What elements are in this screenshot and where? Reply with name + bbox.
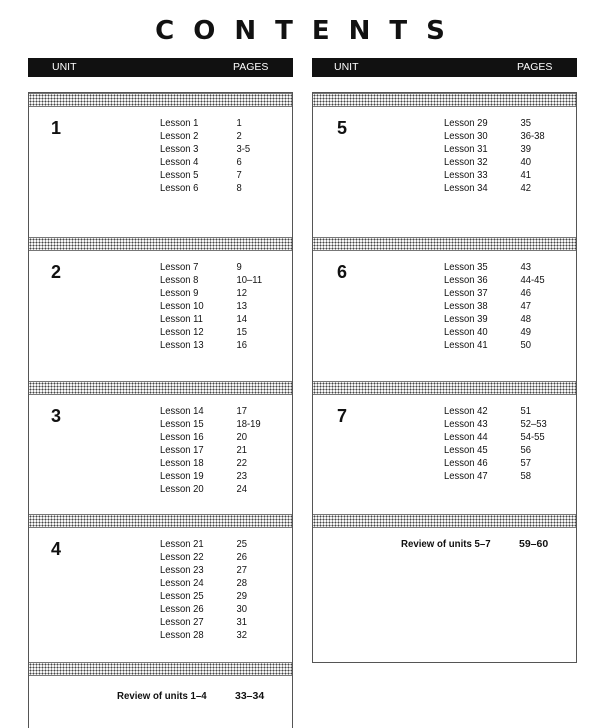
lesson-pages: 22: [236, 457, 248, 469]
lesson-row: [160, 551, 247, 564]
lesson-name: Lesson 47: [444, 470, 488, 482]
lesson-name: Lesson 6: [160, 182, 199, 194]
lesson-row: [160, 629, 247, 642]
unit-number: 4: [51, 539, 62, 559]
lesson-name: Lesson 10: [160, 300, 204, 312]
lesson-name: Lesson 19: [160, 470, 204, 482]
lesson-row: [444, 261, 545, 274]
lesson-list: [444, 405, 558, 483]
lesson-name: Lesson 30: [444, 130, 488, 142]
lesson-list: [160, 117, 260, 195]
lesson-row: [160, 313, 262, 326]
lesson-row: [444, 418, 547, 431]
lesson-pages: 1: [236, 117, 242, 129]
page-title: CONTENTS: [155, 16, 464, 46]
lesson-pages: 2: [236, 130, 242, 142]
lesson-name: Lesson 46: [444, 457, 488, 469]
lesson-name: Lesson 11: [160, 313, 203, 325]
lesson-name: Lesson 31: [444, 143, 488, 155]
divider-pattern: [313, 93, 576, 107]
lesson-row: [444, 405, 547, 418]
review-row: [313, 538, 576, 551]
lesson-pages: 23: [236, 470, 248, 482]
lesson-pages: 58: [520, 470, 532, 482]
lesson-pages: 46: [520, 287, 532, 299]
lesson-name: Lesson 17: [160, 444, 204, 456]
lesson-row: [160, 444, 261, 457]
lesson-pages: 30: [236, 603, 248, 615]
lesson-list: [160, 538, 257, 642]
lesson-pages: 15: [236, 326, 248, 338]
lesson-row: [160, 470, 261, 483]
lesson-name: Lesson 8: [160, 274, 199, 286]
lesson-pages: 14: [236, 313, 248, 325]
lesson-pages: 8: [236, 182, 242, 194]
lesson-row: [444, 182, 545, 195]
lesson-row: [444, 339, 545, 352]
unit-number: 2: [51, 262, 62, 282]
divider-pattern: [29, 93, 292, 107]
pages-header: PAGES: [233, 61, 269, 73]
lesson-name: Lesson 41: [444, 339, 488, 351]
lesson-pages: 26: [236, 551, 248, 563]
lesson-name: Lesson 5: [160, 169, 199, 181]
lesson-row: [160, 603, 247, 616]
lesson-name: Lesson 4: [160, 156, 199, 168]
lesson-row: [160, 457, 261, 470]
lesson-name: Lesson 20: [160, 483, 204, 495]
lesson-pages: 51: [520, 405, 532, 417]
review-pages: 59–60: [519, 538, 549, 550]
lesson-name: Lesson 35: [444, 261, 488, 273]
lesson-name: Lesson 33: [444, 169, 488, 181]
review-row: [29, 690, 292, 703]
lesson-pages: 49: [520, 326, 532, 338]
lesson-name: Lesson 18: [160, 457, 204, 469]
column-header: [28, 58, 293, 77]
lesson-pages: 18-19: [236, 418, 261, 430]
lesson-row: [160, 143, 250, 156]
lesson-name: Lesson 28: [160, 629, 204, 641]
lesson-row: [160, 326, 262, 339]
lesson-name: Lesson 40: [444, 326, 488, 338]
lesson-pages: 48: [520, 313, 532, 325]
lesson-pages: 10–11: [236, 274, 263, 286]
lesson-name: Lesson 37: [444, 287, 488, 299]
lesson-list: [160, 261, 273, 352]
contents-column-right: [312, 58, 577, 550]
lesson-pages: 9: [236, 261, 242, 273]
lesson-pages: 29: [236, 590, 248, 602]
lesson-pages: 17: [236, 405, 248, 417]
lesson-pages: 13: [236, 300, 248, 312]
review-label: Review of units 1–4: [117, 690, 207, 702]
lesson-row: [160, 538, 247, 551]
lesson-row: [160, 261, 262, 274]
lesson-name: Lesson 26: [160, 603, 204, 615]
divider-pattern: [313, 514, 576, 528]
lesson-row: [160, 616, 247, 629]
column-header: [312, 58, 577, 77]
contents-box: [312, 92, 577, 663]
lesson-pages: 25: [236, 538, 248, 550]
divider-pattern: [313, 237, 576, 251]
divider-pattern: [29, 381, 292, 395]
lesson-row: [160, 274, 262, 287]
lesson-name: Lesson 3: [160, 143, 199, 155]
lesson-pages: 57: [520, 457, 532, 469]
lesson-name: Lesson 38: [444, 300, 488, 312]
lesson-name: Lesson 43: [444, 418, 488, 430]
lesson-pages: 36-38: [520, 130, 545, 142]
divider-pattern: [29, 514, 292, 528]
lesson-row: [160, 577, 247, 590]
lesson-row: [160, 300, 262, 313]
lesson-row: [444, 156, 545, 169]
lesson-pages: 16: [236, 339, 248, 351]
lesson-row: [444, 274, 545, 287]
lesson-pages: 28: [236, 577, 248, 589]
lesson-pages: 52–53: [520, 418, 547, 430]
lesson-pages: 35: [520, 117, 532, 129]
lesson-list: [444, 117, 556, 195]
lesson-pages: 56: [520, 444, 532, 456]
unit-number: 7: [337, 406, 348, 426]
lesson-row: [160, 130, 250, 143]
lesson-name: Lesson 12: [160, 326, 204, 338]
lesson-name: Lesson 44: [444, 431, 488, 443]
lesson-name: Lesson 29: [444, 117, 488, 129]
unit-number: 5: [337, 118, 348, 138]
contents-column-left: [28, 58, 293, 702]
lesson-pages: 50: [520, 339, 532, 351]
lesson-name: Lesson 1: [160, 117, 199, 129]
lesson-name: Lesson 13: [160, 339, 204, 351]
lesson-name: Lesson 21: [160, 538, 204, 550]
lesson-name: Lesson 24: [160, 577, 204, 589]
lesson-row: [160, 564, 247, 577]
lesson-name: Lesson 7: [160, 261, 199, 273]
lesson-row: [444, 457, 547, 470]
lesson-pages: 24: [236, 483, 248, 495]
lesson-name: Lesson 45: [444, 444, 488, 456]
lesson-pages: 21: [236, 444, 248, 456]
lesson-list: [444, 261, 556, 352]
lesson-pages: 7: [236, 169, 242, 181]
unit-number: 1: [51, 118, 62, 138]
lesson-row: [444, 313, 545, 326]
lesson-row: [160, 431, 261, 444]
lesson-name: Lesson 9: [160, 287, 199, 299]
lesson-name: Lesson 34: [444, 182, 488, 194]
lesson-row: [160, 182, 250, 195]
lesson-row: [444, 470, 547, 483]
lesson-row: [444, 169, 545, 182]
lesson-pages: 42: [520, 182, 532, 194]
divider-pattern: [29, 237, 292, 251]
lesson-row: [160, 418, 261, 431]
unit-number: 3: [51, 406, 62, 426]
lesson-row: [444, 130, 545, 143]
lesson-name: Lesson 25: [160, 590, 204, 602]
lesson-row: [160, 169, 250, 182]
lesson-row: [444, 117, 545, 130]
unit-header: UNIT: [334, 61, 359, 73]
lesson-name: Lesson 23: [160, 564, 204, 576]
lesson-pages: 32: [236, 629, 248, 641]
lesson-pages: 44-45: [520, 274, 545, 286]
lesson-row: [160, 287, 262, 300]
lesson-row: [444, 431, 547, 444]
unit-number: 6: [337, 262, 348, 282]
lesson-pages: 54-55: [520, 431, 545, 443]
lesson-name: Lesson 32: [444, 156, 488, 168]
lesson-pages: 47: [520, 300, 532, 312]
lesson-row: [160, 483, 261, 496]
lesson-row: [160, 590, 247, 603]
divider-pattern: [313, 381, 576, 395]
lesson-pages: 40: [520, 156, 532, 168]
lesson-row: [444, 143, 545, 156]
lesson-pages: 31: [236, 616, 248, 628]
lesson-name: Lesson 36: [444, 274, 488, 286]
lesson-name: Lesson 39: [444, 313, 488, 325]
lesson-name: Lesson 14: [160, 405, 204, 417]
lesson-pages: 12: [236, 287, 248, 299]
lesson-row: [160, 117, 250, 130]
lesson-row: [444, 444, 547, 457]
lesson-pages: 3-5: [236, 143, 251, 155]
lesson-row: [160, 156, 250, 169]
lesson-row: [160, 339, 262, 352]
lesson-row: [444, 300, 545, 313]
lesson-name: Lesson 15: [160, 418, 204, 430]
pages-header: PAGES: [517, 61, 553, 73]
divider-pattern: [29, 662, 292, 676]
lesson-pages: 43: [520, 261, 532, 273]
lesson-pages: 27: [236, 564, 248, 576]
lesson-name: Lesson 2: [160, 130, 199, 142]
lesson-pages: 39: [520, 143, 532, 155]
lesson-name: Lesson 27: [160, 616, 204, 628]
lesson-row: [444, 287, 545, 300]
review-label: Review of units 5–7: [401, 538, 491, 550]
lesson-name: Lesson 22: [160, 551, 204, 563]
lesson-name: Lesson 42: [444, 405, 488, 417]
unit-header: UNIT: [52, 61, 77, 73]
lesson-row: [444, 326, 545, 339]
lesson-name: Lesson 16: [160, 431, 204, 443]
lesson-pages: 20: [236, 431, 248, 443]
lesson-pages: 41: [520, 169, 532, 181]
lesson-list: [160, 405, 272, 496]
review-pages: 33–34: [235, 690, 265, 702]
lesson-row: [160, 405, 261, 418]
contents-box: [28, 92, 293, 728]
lesson-pages: 6: [236, 156, 242, 168]
